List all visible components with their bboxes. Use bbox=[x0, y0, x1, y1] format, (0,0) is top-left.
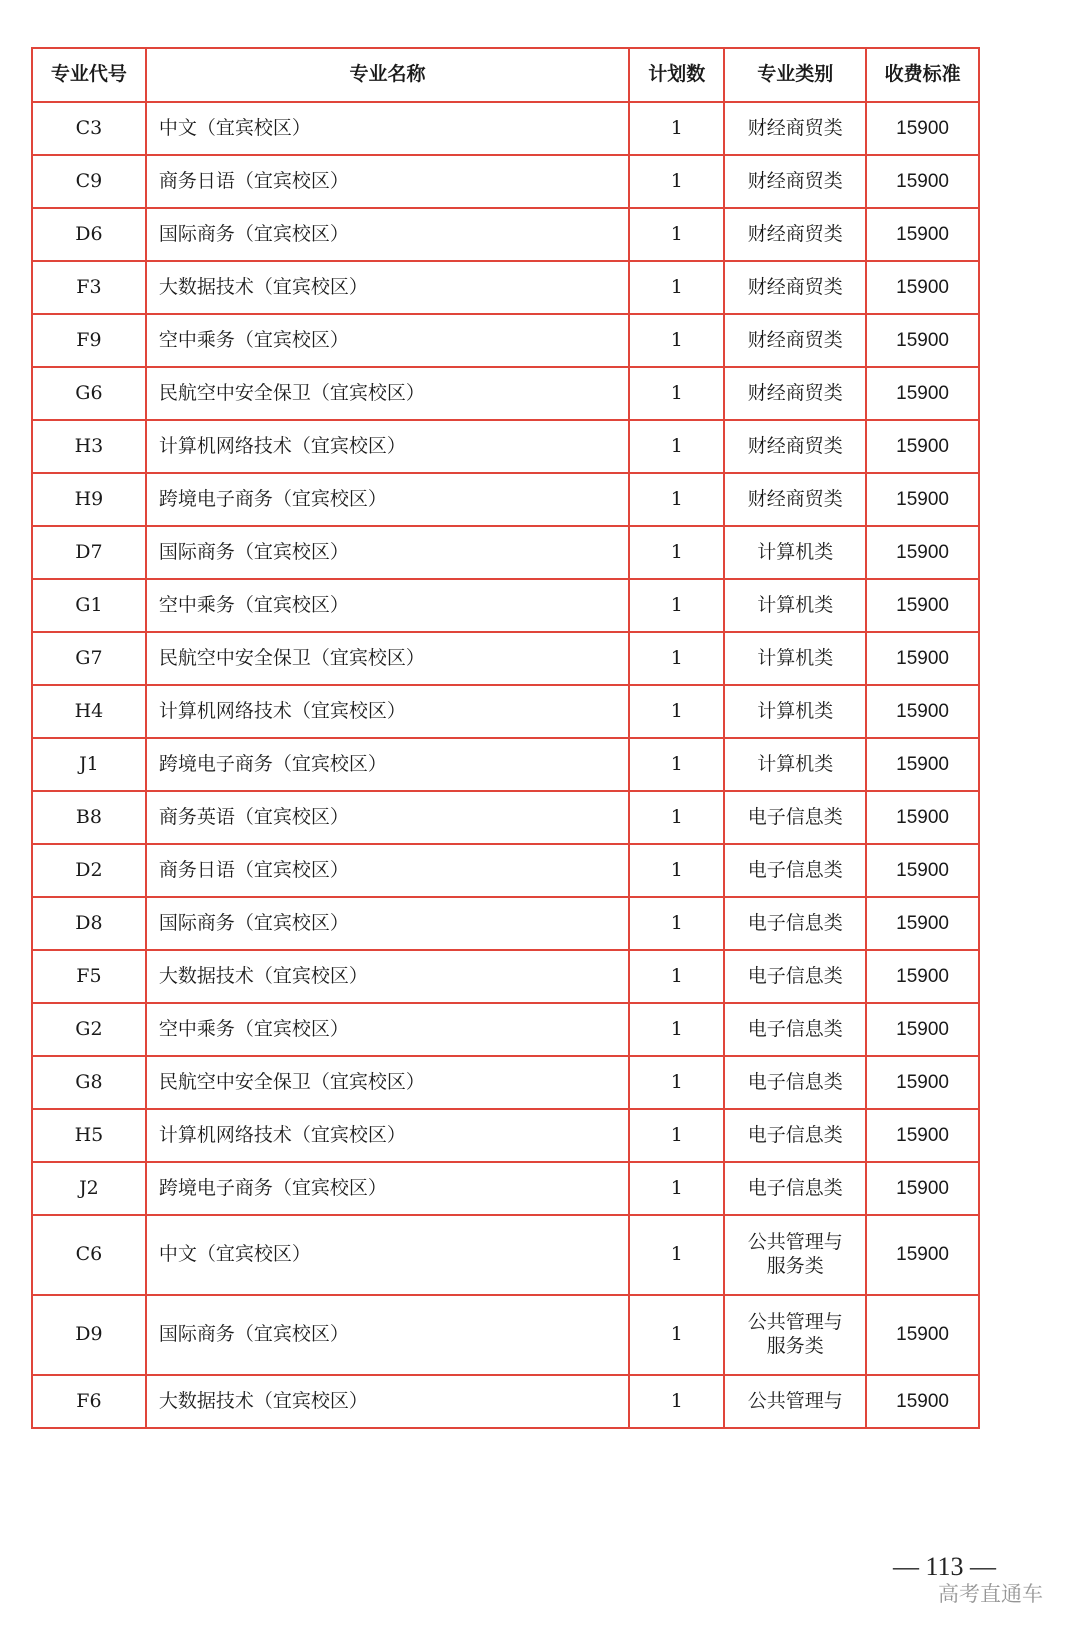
cell-plan: 1 bbox=[629, 261, 724, 314]
cell-plan: 1 bbox=[629, 314, 724, 367]
cell-category: 计算机类 bbox=[724, 579, 866, 632]
watermark: 高考直通车 bbox=[938, 1582, 1043, 1606]
cell-code: G8 bbox=[32, 1056, 146, 1109]
table-row bbox=[32, 208, 979, 261]
table-row bbox=[32, 1056, 979, 1109]
cell-fee: 15900 bbox=[866, 155, 979, 208]
cell-name: 国际商务（宜宾校区） bbox=[146, 897, 629, 950]
cell-category: 财经商贸类 bbox=[724, 367, 866, 420]
cell-fee: 15900 bbox=[866, 1109, 979, 1162]
cell-plan: 1 bbox=[629, 579, 724, 632]
cell-code: H4 bbox=[32, 685, 146, 738]
table-row bbox=[32, 1215, 979, 1295]
table-row bbox=[32, 261, 979, 314]
cell-plan: 1 bbox=[629, 1162, 724, 1215]
header-code: 专业代号 bbox=[32, 48, 146, 102]
cell-name: 空中乘务（宜宾校区） bbox=[146, 579, 629, 632]
table-row bbox=[32, 579, 979, 632]
cell-name: 计算机网络技术（宜宾校区） bbox=[146, 420, 629, 473]
cell-category: 计算机类 bbox=[724, 738, 866, 791]
cell-name: 跨境电子商务（宜宾校区） bbox=[146, 738, 629, 791]
cell-category bbox=[724, 1215, 866, 1295]
cell-code: F3 bbox=[32, 261, 146, 314]
cell-category: 财经商贸类 bbox=[724, 261, 866, 314]
cell-category: 电子信息类 bbox=[724, 897, 866, 950]
table-row bbox=[32, 738, 979, 791]
cell-category: 电子信息类 bbox=[724, 1109, 866, 1162]
cell-fee: 15900 bbox=[866, 1003, 979, 1056]
cell-category: 计算机类 bbox=[724, 685, 866, 738]
header-category: 专业类别 bbox=[724, 48, 866, 102]
cell-code: J2 bbox=[32, 1162, 146, 1215]
table-row bbox=[32, 844, 979, 897]
category-line: 服务类 bbox=[766, 1335, 824, 1357]
table-row bbox=[32, 314, 979, 367]
cell-code: D8 bbox=[32, 897, 146, 950]
cell-fee: 15900 bbox=[866, 261, 979, 314]
cell-code: C3 bbox=[32, 102, 146, 155]
cell-name: 大数据技术（宜宾校区） bbox=[146, 1375, 629, 1428]
cell-code: J1 bbox=[32, 738, 146, 791]
cell-fee: 15900 bbox=[866, 632, 979, 685]
cell-fee: 15900 bbox=[866, 844, 979, 897]
cell-category: 财经商贸类 bbox=[724, 102, 866, 155]
cell-plan: 1 bbox=[629, 950, 724, 1003]
cell-fee: 15900 bbox=[866, 1215, 979, 1295]
cell-plan: 1 bbox=[629, 1215, 724, 1295]
cell-name: 民航空中安全保卫（宜宾校区） bbox=[146, 367, 629, 420]
cell-code: H9 bbox=[32, 473, 146, 526]
cell-fee: 15900 bbox=[866, 1375, 979, 1428]
cell-category: 电子信息类 bbox=[724, 950, 866, 1003]
cell-fee: 15900 bbox=[866, 473, 979, 526]
cell-code: H3 bbox=[32, 420, 146, 473]
cell-code: H5 bbox=[32, 1109, 146, 1162]
cell-name: 民航空中安全保卫（宜宾校区） bbox=[146, 1056, 629, 1109]
header-fee: 收费标准 bbox=[866, 48, 979, 102]
cell-plan: 1 bbox=[629, 685, 724, 738]
page-number: — 113 — bbox=[893, 1552, 997, 1581]
table-row bbox=[32, 102, 979, 155]
cell-fee: 15900 bbox=[866, 367, 979, 420]
cell-name: 计算机网络技术（宜宾校区） bbox=[146, 1109, 629, 1162]
cell-code: G1 bbox=[32, 579, 146, 632]
cell-code: C9 bbox=[32, 155, 146, 208]
major-plan-table bbox=[31, 47, 980, 1429]
cell-fee: 15900 bbox=[866, 950, 979, 1003]
cell-code: D7 bbox=[32, 526, 146, 579]
cell-code: D6 bbox=[32, 208, 146, 261]
cell-category: 电子信息类 bbox=[724, 791, 866, 844]
table-row bbox=[32, 685, 979, 738]
cell-plan: 1 bbox=[629, 155, 724, 208]
cell-fee: 15900 bbox=[866, 1162, 979, 1215]
table-row bbox=[32, 526, 979, 579]
cell-plan: 1 bbox=[629, 897, 724, 950]
cell-plan: 1 bbox=[629, 1295, 724, 1375]
cell-name: 中文（宜宾校区） bbox=[146, 102, 629, 155]
cell-name: 中文（宜宾校区） bbox=[146, 1215, 629, 1295]
cell-code: C6 bbox=[32, 1215, 146, 1295]
cell-name: 跨境电子商务（宜宾校区） bbox=[146, 1162, 629, 1215]
table-row bbox=[32, 632, 979, 685]
cell-fee: 15900 bbox=[866, 314, 979, 367]
cell-fee: 15900 bbox=[866, 526, 979, 579]
cell-name: 国际商务（宜宾校区） bbox=[146, 1295, 629, 1375]
cell-code: F6 bbox=[32, 1375, 146, 1428]
cell-code: F5 bbox=[32, 950, 146, 1003]
cell-code: G2 bbox=[32, 1003, 146, 1056]
cell-code: B8 bbox=[32, 791, 146, 844]
cell-category: 电子信息类 bbox=[724, 1003, 866, 1056]
category-line: 服务类 bbox=[766, 1255, 824, 1277]
table-row bbox=[32, 420, 979, 473]
cell-plan: 1 bbox=[629, 473, 724, 526]
cell-code: G7 bbox=[32, 632, 146, 685]
cell-category: 财经商贸类 bbox=[724, 314, 866, 367]
cell-category: 财经商贸类 bbox=[724, 420, 866, 473]
cell-name: 空中乘务（宜宾校区） bbox=[146, 1003, 629, 1056]
table-row bbox=[32, 1162, 979, 1215]
cell-plan: 1 bbox=[629, 102, 724, 155]
cell-category: 计算机类 bbox=[724, 526, 866, 579]
cell-plan: 1 bbox=[629, 420, 724, 473]
cell-category: 财经商贸类 bbox=[724, 155, 866, 208]
category-line: 公共管理与 bbox=[747, 1311, 843, 1334]
cell-plan: 1 bbox=[629, 844, 724, 897]
table-row bbox=[32, 1003, 979, 1056]
cell-name: 商务英语（宜宾校区） bbox=[146, 791, 629, 844]
cell-category: 电子信息类 bbox=[724, 844, 866, 897]
cell-name: 大数据技术（宜宾校区） bbox=[146, 950, 629, 1003]
cell-code: D9 bbox=[32, 1295, 146, 1375]
cell-plan: 1 bbox=[629, 367, 724, 420]
cell-fee: 15900 bbox=[866, 579, 979, 632]
cell-plan: 1 bbox=[629, 1056, 724, 1109]
table-row bbox=[32, 1109, 979, 1162]
cell-name: 商务日语（宜宾校区） bbox=[146, 844, 629, 897]
cell-name: 国际商务（宜宾校区） bbox=[146, 208, 629, 261]
cell-plan: 1 bbox=[629, 632, 724, 685]
cell-name: 空中乘务（宜宾校区） bbox=[146, 314, 629, 367]
cell-fee: 15900 bbox=[866, 738, 979, 791]
cell-fee: 15900 bbox=[866, 420, 979, 473]
table-row bbox=[32, 155, 979, 208]
cell-name: 商务日语（宜宾校区） bbox=[146, 155, 629, 208]
header-name: 专业名称 bbox=[146, 48, 629, 102]
cell-category: 财经商贸类 bbox=[724, 473, 866, 526]
cell-fee: 15900 bbox=[866, 1295, 979, 1375]
table-row bbox=[32, 950, 979, 1003]
table-row bbox=[32, 473, 979, 526]
cell-category: 财经商贸类 bbox=[724, 208, 866, 261]
cell-plan: 1 bbox=[629, 1109, 724, 1162]
cell-fee: 15900 bbox=[866, 897, 979, 950]
cell-plan: 1 bbox=[629, 526, 724, 579]
table-row bbox=[32, 791, 979, 844]
cell-fee: 15900 bbox=[866, 102, 979, 155]
cell-plan: 1 bbox=[629, 738, 724, 791]
table-row bbox=[32, 897, 979, 950]
cell-plan: 1 bbox=[629, 1375, 724, 1428]
cell-plan: 1 bbox=[629, 208, 724, 261]
table-header-row bbox=[32, 48, 979, 102]
table-row bbox=[32, 367, 979, 420]
cell-fee: 15900 bbox=[866, 791, 979, 844]
cell-code: D2 bbox=[32, 844, 146, 897]
cell-code: G6 bbox=[32, 367, 146, 420]
category-line: 公共管理与 bbox=[747, 1231, 843, 1254]
cell-name: 计算机网络技术（宜宾校区） bbox=[146, 685, 629, 738]
cell-category: 公共管理与 bbox=[724, 1375, 866, 1428]
cell-fee: 15900 bbox=[866, 685, 979, 738]
table-row bbox=[32, 1375, 979, 1428]
table-row bbox=[32, 1295, 979, 1375]
cell-category: 电子信息类 bbox=[724, 1162, 866, 1215]
cell-category bbox=[724, 1295, 866, 1375]
cell-category: 计算机类 bbox=[724, 632, 866, 685]
cell-name: 跨境电子商务（宜宾校区） bbox=[146, 473, 629, 526]
cell-category: 电子信息类 bbox=[724, 1056, 866, 1109]
cell-name: 民航空中安全保卫（宜宾校区） bbox=[146, 632, 629, 685]
cell-plan: 1 bbox=[629, 1003, 724, 1056]
cell-plan: 1 bbox=[629, 791, 724, 844]
cell-fee: 15900 bbox=[866, 208, 979, 261]
cell-code: F9 bbox=[32, 314, 146, 367]
header-plan: 计划数 bbox=[629, 48, 724, 102]
cell-fee: 15900 bbox=[866, 1056, 979, 1109]
cell-name: 大数据技术（宜宾校区） bbox=[146, 261, 629, 314]
cell-name: 国际商务（宜宾校区） bbox=[146, 526, 629, 579]
